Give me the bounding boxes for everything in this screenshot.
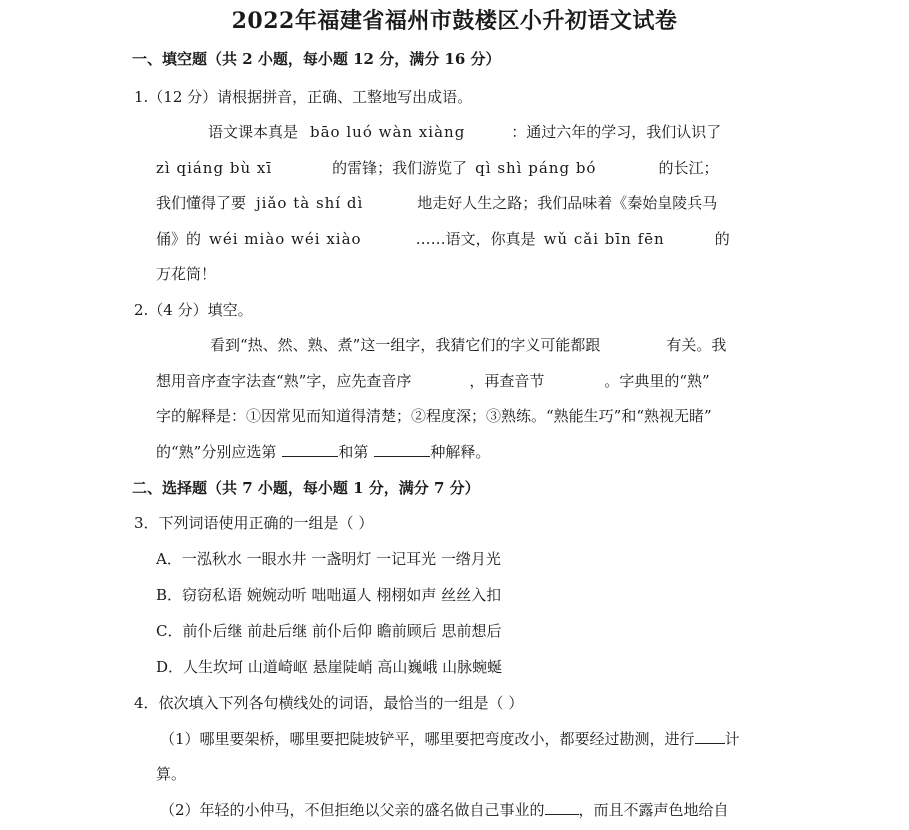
q2-text: 种解释。 — [430, 443, 491, 461]
q1-text: ：通过六年的学习，我们认识了 — [511, 123, 722, 141]
pinyin-prompt: wéi miào wéi xiào — [209, 230, 362, 248]
section-2-heading: 二、选择题（共 7 小题，每小题 1 分，满分 7 分） — [132, 479, 480, 497]
q4-text: （1）哪里要架桥，哪里要把陡坡铲平，哪里要把弯度改小，都要经过勘测，进行 — [160, 730, 695, 748]
q4-sentence-1 — [160, 727, 740, 751]
q1-text: 的雷锋；我们游览了 — [332, 159, 468, 177]
section-1-heading: 一、填空题（共 2 小题，每小题 12 分，满分 16 分） — [132, 50, 501, 68]
q2-text: ，再查音节 — [469, 372, 545, 390]
q3-option-a: A．一泓秋水 一眼水井 一盏明灯 一记耳光 一绺月光 — [156, 550, 501, 568]
pinyin-prompt: qì shì páng bó — [475, 159, 597, 177]
q1-line-3 — [156, 191, 717, 215]
q2-line-2 — [156, 369, 710, 393]
pinyin-prompt: bāo luó wàn xiàng — [310, 123, 466, 141]
q2-text: 的“熟”分别应选第 — [156, 443, 277, 461]
q4-text: 计 — [724, 730, 740, 748]
q1-text: 地走好人生之路；我们品味着《秦始皇陵兵马 — [417, 194, 718, 212]
q1-stem: 1.（12 分）请根据拼音，正确、工整地写出成语。 — [134, 88, 473, 106]
exam-title: 2022年福建省福州市鼓楼区小升初语文试卷 — [231, 8, 678, 34]
q2-stem: 2.（4 分）填空。 — [134, 301, 253, 319]
q2-text: 。字典里的“熟” — [604, 372, 710, 390]
answer-blank[interactable] — [695, 729, 725, 744]
q2-text: 和第 — [338, 443, 369, 461]
q2-line-4 — [156, 440, 490, 464]
q1-text: ……语文，你真是 — [415, 230, 536, 248]
pinyin-prompt: wǔ cǎi bīn fēn — [543, 230, 665, 248]
answer-blank[interactable] — [282, 442, 338, 457]
q1-text: 的长江； — [658, 159, 719, 177]
q1-text: 俑》的 — [156, 230, 202, 248]
q4-sentence-2 — [160, 798, 729, 822]
pinyin-prompt: jiǎo tà shí dì — [256, 194, 364, 212]
q3-option-d: D．人生坎坷 山道崎岖 悬崖陡峭 高山巍峨 山脉蜿蜒 — [156, 658, 503, 676]
q1-line-2 — [156, 156, 718, 180]
q4-stem: 4．依次填入下列各句横线处的词语，最恰当的一组是（ ） — [134, 694, 524, 712]
q2-line-3: 字的解释是：①因常见而知道得清楚；②程度深；③熟练。“熟能生巧”和“熟视无睹” — [156, 407, 712, 425]
q2-text: 有关。我 — [666, 336, 727, 354]
q3-option-c: C．前仆后继 前赴后继 前仆后仰 瞻前顾后 思前想后 — [156, 622, 502, 640]
q2-line-1 — [210, 333, 726, 357]
q4-sentence-1-cont: 算。 — [156, 765, 187, 783]
q3-stem: 3．下列词语使用正确的一组是（ ） — [134, 514, 374, 532]
q1-text: 语文课本真是 — [208, 123, 299, 141]
q3-option-b: B．窃窃私语 婉婉动听 咄咄逼人 栩栩如声 丝丝入扣 — [156, 586, 502, 604]
q1-line-5: 万花筒！ — [156, 265, 217, 283]
q4-text: ，而且不露声色地给自 — [578, 801, 729, 819]
q2-text: 看到“热、然、熟、煮”这一组字，我猜它们的字义可能都跟 — [210, 336, 601, 354]
q1-line-4 — [156, 227, 730, 251]
q1-text: 我们懂得了要 — [156, 194, 247, 212]
pinyin-prompt: zì qiáng bù xī — [156, 159, 273, 177]
answer-blank[interactable] — [545, 800, 579, 815]
q4-text: （2）年轻的小仲马，不但拒绝以父亲的盛名做自己事业的 — [160, 801, 545, 819]
q2-text: 想用音序查字法查“熟”字，应先查音序 — [156, 372, 412, 390]
q1-line-1 — [208, 120, 721, 144]
answer-blank[interactable] — [374, 442, 430, 457]
q1-text: 的 — [714, 230, 730, 248]
